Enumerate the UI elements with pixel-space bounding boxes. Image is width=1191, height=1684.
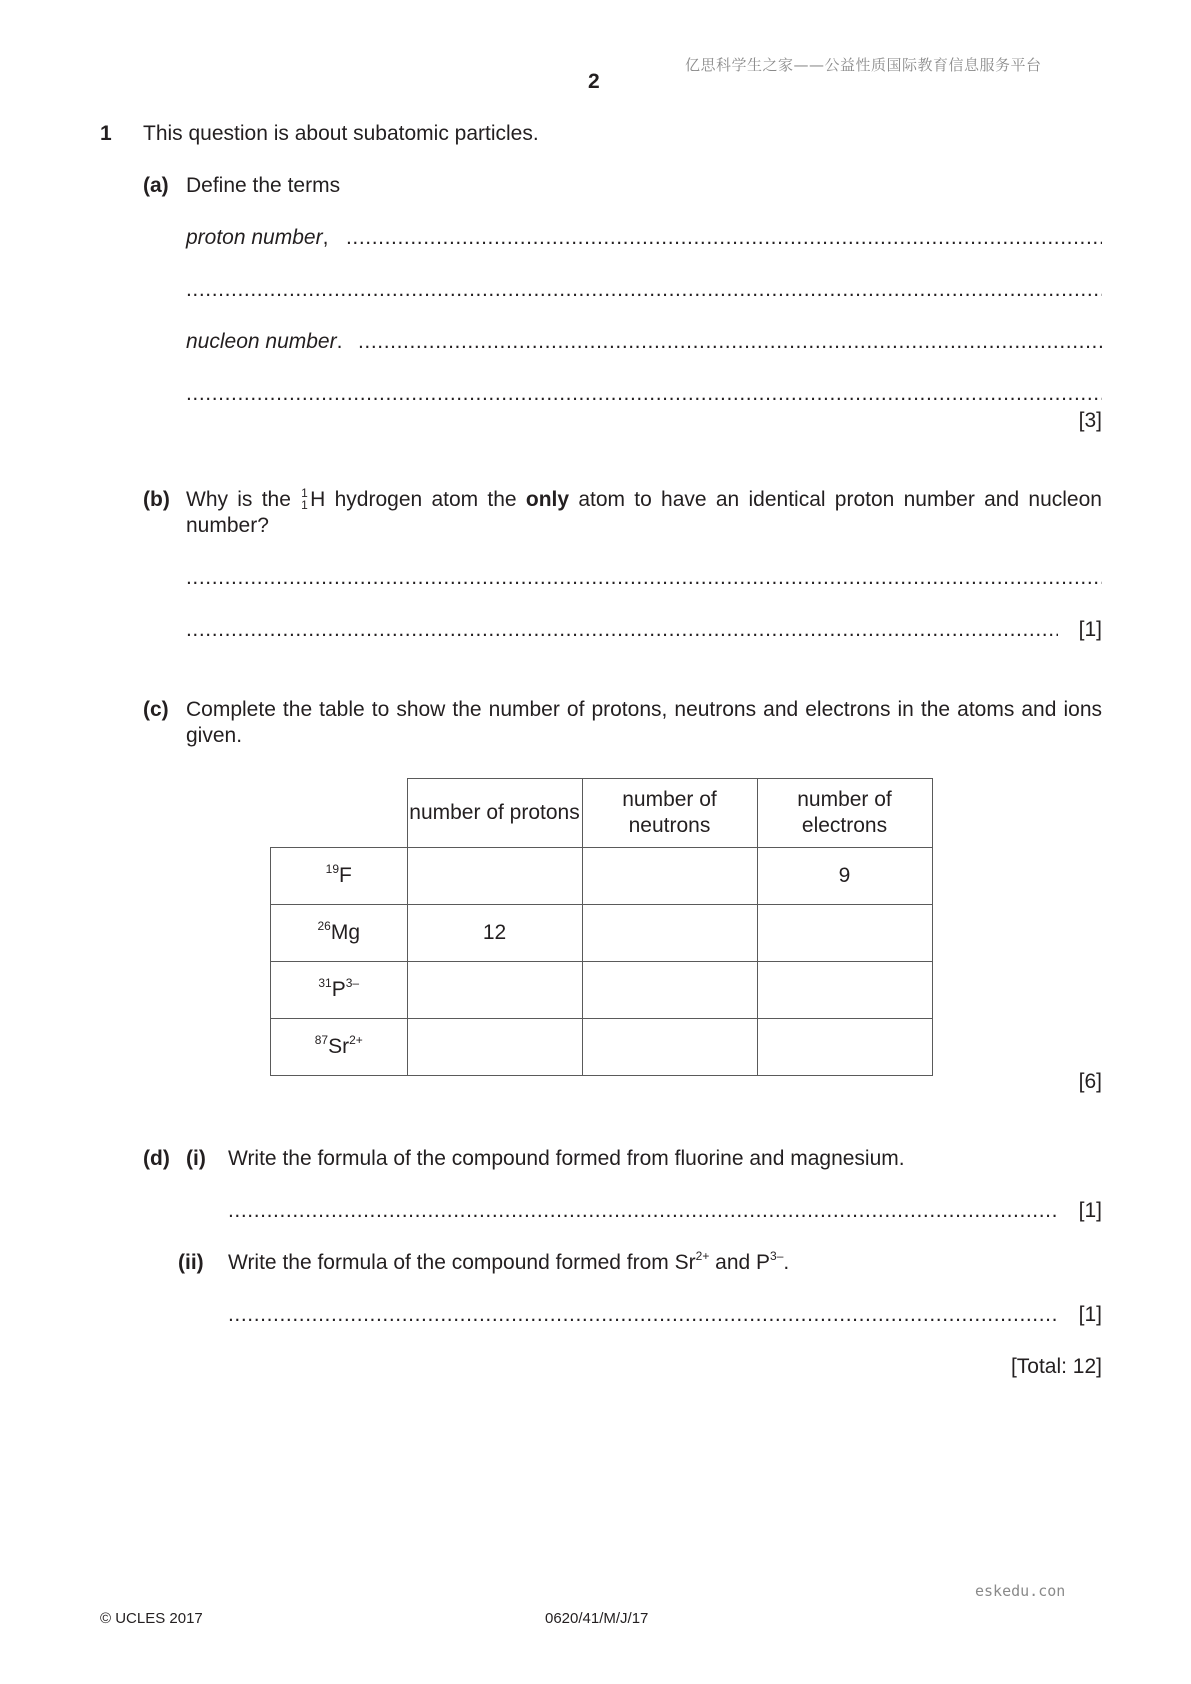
b-text-bold: only (525, 488, 570, 511)
protons-cell[interactable] (407, 848, 582, 905)
table-corner-blank (271, 779, 408, 848)
question-number: 1 (100, 122, 112, 145)
iso-mass: 1 (301, 486, 308, 500)
d-ii-text-before: Write the formula of the compound formed from Sr (228, 1251, 696, 1274)
term1-text: proton number (186, 226, 323, 249)
answer-line-a3[interactable] (358, 330, 1102, 356)
d-ii-charge-p: 3– (770, 1249, 784, 1263)
species-cell (271, 1019, 408, 1076)
part-b-label: (b) (143, 488, 170, 511)
question-intro: This question is about subatomic particles. (143, 122, 539, 145)
mass-number: 31 (318, 976, 332, 990)
term-proton-number (186, 226, 328, 250)
d-ii-charge-sr: 2+ (695, 1249, 710, 1263)
marks-a: [3] (1078, 409, 1102, 432)
element-symbol: F (339, 864, 352, 887)
answer-line-b2[interactable] (186, 618, 1058, 644)
protons-cell[interactable] (407, 1019, 582, 1076)
b-text-mid: hydrogen atom the (325, 488, 526, 511)
neutrons-cell[interactable] (582, 962, 757, 1019)
neutrons-cell[interactable] (582, 848, 757, 905)
electrons-cell[interactable]: 9 (757, 848, 932, 905)
table-row (271, 962, 933, 1019)
hydrogen-isotope-notation (300, 486, 310, 512)
part-d-ii-text (228, 1251, 789, 1275)
neutrons-cell[interactable] (582, 1019, 757, 1076)
part-d-i-label: (i) (186, 1147, 206, 1170)
header-protons: number of protons (407, 779, 582, 848)
part-d-label: (d) (143, 1147, 170, 1170)
answer-line-a1[interactable] (346, 226, 1102, 252)
iso-atomic: 1 (301, 498, 308, 512)
footer-paper-code: 0620/41/M/J/17 (545, 1610, 649, 1627)
term-nucleon-number (186, 330, 342, 354)
answer-line-d2[interactable] (228, 1303, 1058, 1329)
b-element: H (310, 488, 326, 511)
species-cell (271, 848, 408, 905)
marks-b: [1] (1078, 618, 1102, 641)
mass-number: 19 (325, 862, 340, 876)
answer-line-b1[interactable] (186, 566, 1102, 592)
d-ii-text-mid: and P (709, 1251, 771, 1274)
element-symbol: Sr (328, 1035, 350, 1058)
table-row (271, 848, 933, 905)
marks-d-ii: [1] (1078, 1303, 1102, 1326)
table-header-row (271, 779, 933, 848)
electrons-cell[interactable] (757, 1019, 932, 1076)
d-ii-text-after: . (783, 1251, 790, 1274)
header-site-text: 亿思科学生之家——公益性质国际教育信息服务平台 (685, 56, 1042, 74)
part-b-prompt (186, 487, 1102, 539)
particle-table (270, 778, 933, 1076)
ion-charge: 2+ (349, 1033, 363, 1047)
page-number: 2 (588, 70, 600, 93)
answer-line-a2[interactable] (186, 278, 1102, 304)
mass-number: 26 (317, 919, 331, 933)
term2-punct: . (336, 330, 343, 353)
answer-line-a4[interactable] (186, 382, 1102, 408)
part-c-label: (c) (143, 698, 169, 721)
protons-cell[interactable]: 12 (407, 905, 582, 962)
mass-number: 87 (314, 1033, 329, 1047)
part-a-label: (a) (143, 174, 169, 197)
species-cell (271, 905, 408, 962)
footer-copyright: © UCLES 2017 (100, 1610, 203, 1627)
term2-text: nucleon number (186, 330, 337, 353)
species-cell (271, 962, 408, 1019)
table-row (271, 905, 933, 962)
element-symbol: Mg (330, 921, 361, 944)
electrons-cell[interactable] (757, 962, 932, 1019)
header-electrons: number of electrons (757, 779, 932, 848)
term1-punct: , (322, 226, 329, 249)
table-row (271, 1019, 933, 1076)
element-symbol: P (331, 978, 346, 1001)
neutrons-cell[interactable] (582, 905, 757, 962)
total-marks: [Total: 12] (1010, 1355, 1102, 1378)
part-d-ii-label: (ii) (178, 1251, 204, 1274)
watermark-text: eskedu.con (975, 1582, 1066, 1600)
marks-d-i: [1] (1078, 1199, 1102, 1222)
ion-charge: 3– (345, 976, 360, 990)
marks-c: [6] (1078, 1070, 1102, 1093)
part-c-prompt: Complete the table to show the number of protons, neutrons and electrons in the atoms and ions given. (186, 698, 1102, 747)
b-text-before: Why is the (186, 488, 301, 511)
answer-line-d1[interactable] (228, 1199, 1058, 1225)
electrons-cell[interactable] (757, 905, 932, 962)
protons-cell[interactable] (407, 962, 582, 1019)
part-d-i-text: Write the formula of the compound formed from fluorine and magnesium. (228, 1147, 905, 1170)
part-a-prompt: Define the terms (186, 174, 341, 197)
b-text-after: atom to have an identical proton number and nucleon number? (186, 488, 1102, 537)
header-neutrons: number of neutrons (582, 779, 757, 848)
